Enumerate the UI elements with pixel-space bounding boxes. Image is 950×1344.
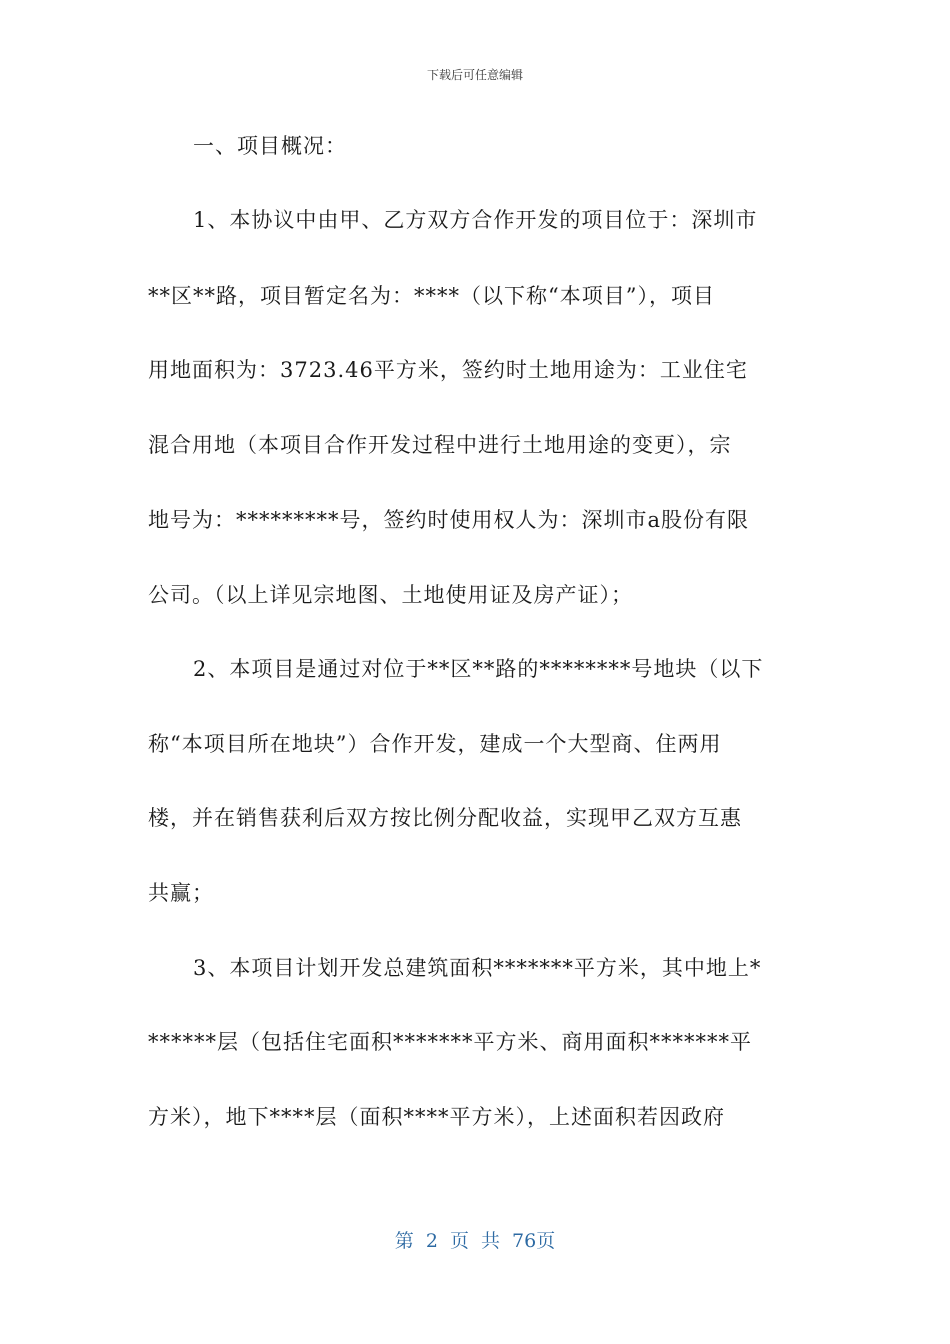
paragraph-line: 称“本项目所在地块”）合作开发，建成一个大型商、住两用 bbox=[148, 732, 722, 756]
paragraph-line: 3、本项目计划开发总建筑面积*******平方米，其中地上* bbox=[193, 956, 762, 980]
paragraph-line: 地号为：*********号，签约时使用权人为：深圳市a股份有限 bbox=[148, 508, 750, 532]
paragraph-line: 方米），地下****层（面积****平方米），上述面积若因政府 bbox=[148, 1105, 725, 1129]
page-number-footer: 第 2 页 共 76页 bbox=[394, 1230, 556, 1252]
paragraph-line: 楼，并在销售获利后双方按比例分配收益，实现甲乙双方互惠 bbox=[148, 806, 742, 830]
paragraph-line: 混合用地（本项目合作开发过程中进行土地用途的变更），宗 bbox=[148, 433, 732, 457]
page-header-note: 下载后可任意编辑 bbox=[426, 68, 523, 82]
paragraph-line: 2、本项目是通过对位于**区**路的********号地块（以下 bbox=[193, 657, 764, 681]
paragraph-line: 公司。（以上详见宗地图、土地使用证及房产证）； bbox=[148, 583, 633, 607]
paragraph-line: **区**路，项目暂定名为：****（以下称“本项目”），项目 bbox=[148, 284, 715, 308]
section-heading: 一、项目概况： bbox=[193, 134, 347, 158]
paragraph-line: ******层（包括住宅面积*******平方米、商用面积*******平 bbox=[148, 1030, 752, 1054]
paragraph-line: 共赢； bbox=[148, 881, 214, 905]
paragraph-line: 1、本协议中由甲、乙方双方合作开发的项目位于：深圳市 bbox=[193, 208, 758, 232]
paragraph-line: 用地面积为：3723.46平方米，签约时土地用途为：工业住宅 bbox=[148, 358, 748, 382]
